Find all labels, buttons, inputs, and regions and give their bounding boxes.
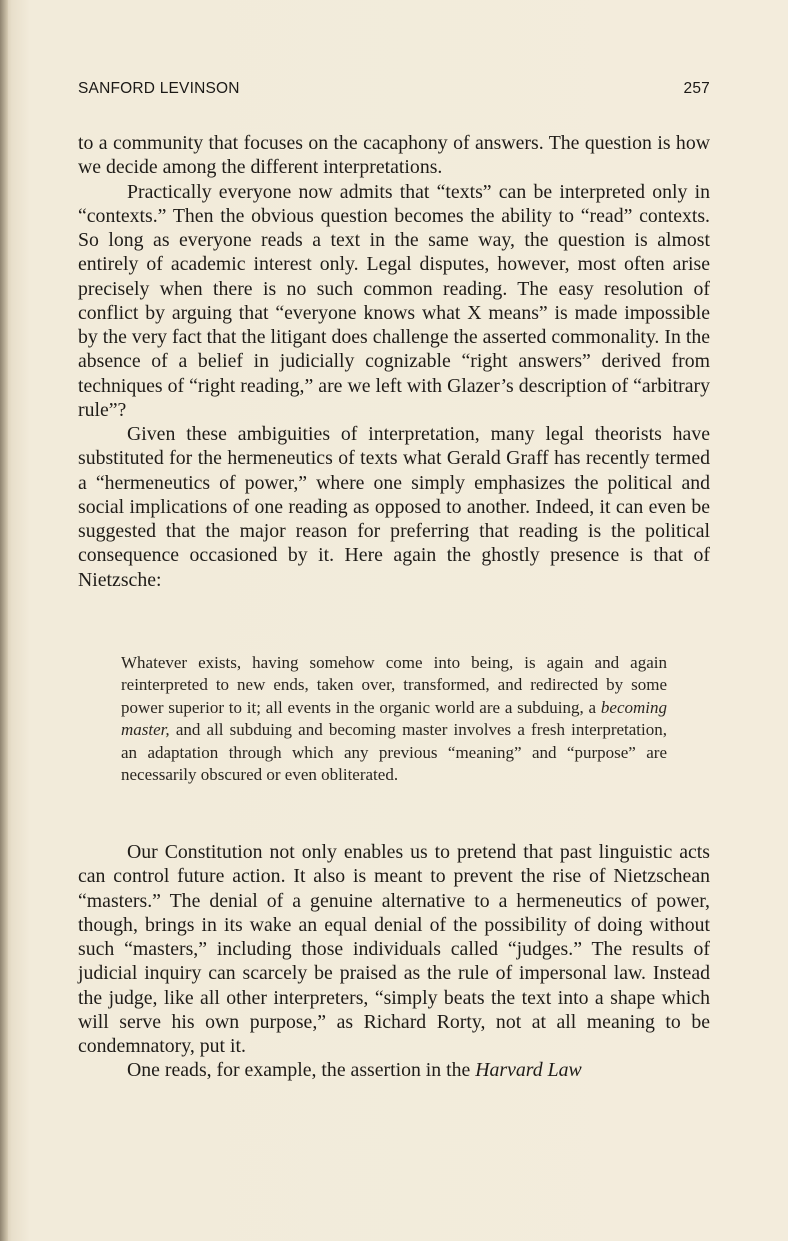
body-text-upper	[78, 131, 710, 592]
paragraph-hermeneutics-of-power: Given these ambiguities of interpretation, many legal theorists have substituted for the hermeneutics of texts what Gerald Graff has recently termed a “hermeneutics of power,” where one simply emphasizes the political and social implications of one reading as opposed to another. Indeed, it can even be suggested that the major reason for preferring that reading is the political consequence occasioned by it. Here again the ghostly presence is that of Nietzsche:	[78, 423, 710, 591]
paragraph-constitution: Our Constitution not only enables us to pretend that past linguistic acts can control future action. It also is meant to prevent the rise of Nietzschean “masters.” The denial of a genuine alternative to a hermeneutics of power, though, brings in its wake an equal denial of the possibility of doing without such “masters,” including those individuals called “judges.” The results of judicial inquiry can scarcely be praised as the rule of impersonal law. Instead the judge, like all other interpreters, “simply beats the text into a shape which will serve his own purpose,” as Richard Rorty, not at all meaning to be condemnatory, put it.	[78, 841, 710, 1057]
running-head	[78, 80, 710, 100]
block-quote-part-2: and all subduing and becoming master involves a fresh interpretation, an adaptation through which any previous “meaning” and “purpose” are necessarily obscured or even obliterated.	[121, 720, 667, 785]
block-quote-part-1: Whatever exists, having somehow come into being, is again and again reinterpreted to new ends, taken over, transformed, and redirected by some power superior to it; all events in the organic world are a subduing, a	[121, 653, 667, 717]
final-line-text: One reads, for example, the assertion in the	[127, 1059, 476, 1082]
book-spine-shadow	[0, 0, 8, 1241]
paragraph-continued: to a community that focuses on the cacaphony of answers. The question is how we decide among the different interpretations.	[78, 132, 710, 179]
block-quote-nietzsche	[121, 652, 667, 786]
block-quote-italic: becoming master,	[121, 697, 667, 740]
page-number: 257	[683, 80, 710, 97]
paragraph-contexts: Practically everyone now admits that “texts” can be interpreted only in “contexts.” Then the obvious question becomes the ability to “read” contexts. So long as everyone reads a text in the same way, the question is almost entirely of academic interest only. Legal disputes, however, most often arise precisely when there is no such common reading. The easy resolution of conflict by arguing that “everyone knows what X means” is made impossible by the very fact that the litigant does challenge the asserted commonality. In the absence of a belief in judicially cognizable “right answers” derived from techniques of “right reading,” are we left with Glazer’s description of “arbitrary rule”?	[78, 180, 710, 421]
final-line-italic: Harvard Law	[475, 1059, 582, 1082]
block-quote-text	[121, 652, 667, 786]
body-text-lower	[78, 840, 710, 1083]
running-head-author: SANFORD LEVINSON	[78, 80, 240, 97]
paragraph-one-reads	[78, 1058, 710, 1082]
